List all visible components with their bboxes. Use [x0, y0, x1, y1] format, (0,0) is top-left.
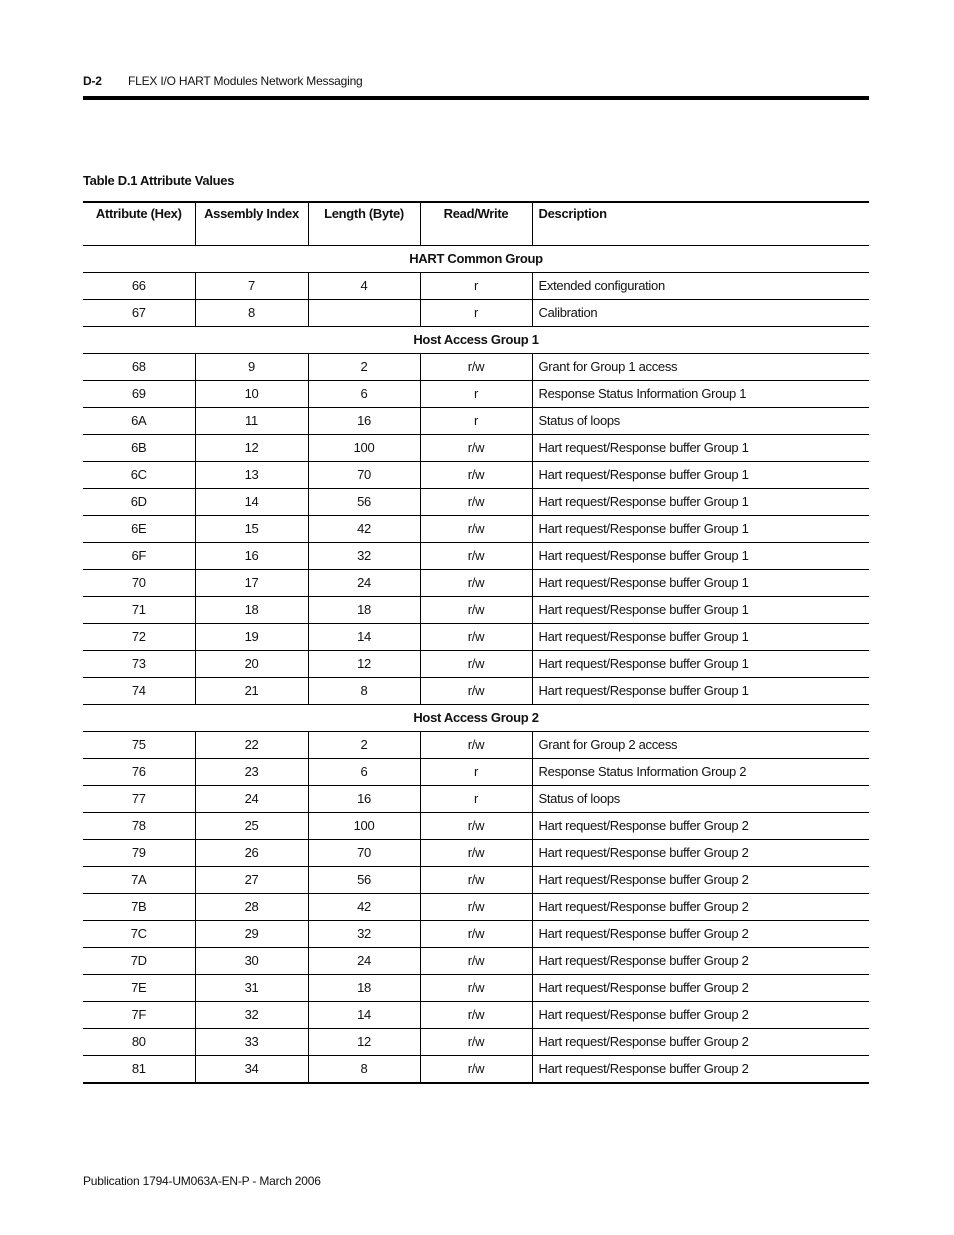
- cell-attribute: 6E: [83, 515, 195, 542]
- cell-assembly-index: 23: [195, 758, 308, 785]
- table-row: [83, 407, 869, 434]
- table-header-row: [83, 202, 869, 245]
- cell-assembly-index: 18: [195, 596, 308, 623]
- cell-attribute: 70: [83, 569, 195, 596]
- page-number: D-2: [83, 74, 102, 88]
- cell-read-write: r/w: [420, 353, 532, 380]
- table-row: [83, 866, 869, 893]
- table-row: [83, 1028, 869, 1055]
- cell-read-write: r/w: [420, 515, 532, 542]
- table-row: [83, 596, 869, 623]
- cell-length: 56: [308, 866, 420, 893]
- cell-attribute: 66: [83, 272, 195, 299]
- table-row: [83, 812, 869, 839]
- cell-description: Hart request/Response buffer Group 2: [532, 920, 869, 947]
- page-footer: Publication 1794-UM063A-EN-P - March 2006: [83, 1174, 321, 1188]
- table-row: [83, 623, 869, 650]
- cell-length: 24: [308, 569, 420, 596]
- table-row: [83, 758, 869, 785]
- cell-attribute: 76: [83, 758, 195, 785]
- cell-assembly-index: 20: [195, 650, 308, 677]
- cell-assembly-index: 11: [195, 407, 308, 434]
- group-name: HART Common Group: [83, 245, 869, 272]
- cell-description: Hart request/Response buffer Group 1: [532, 596, 869, 623]
- cell-attribute: 69: [83, 380, 195, 407]
- cell-assembly-index: 26: [195, 839, 308, 866]
- cell-assembly-index: 8: [195, 299, 308, 326]
- cell-length: 42: [308, 515, 420, 542]
- cell-description: Grant for Group 1 access: [532, 353, 869, 380]
- cell-length: 2: [308, 731, 420, 758]
- cell-assembly-index: 25: [195, 812, 308, 839]
- table-caption: Table D.1 Attribute Values: [83, 173, 235, 188]
- table-row: [83, 974, 869, 1001]
- cell-assembly-index: 28: [195, 893, 308, 920]
- cell-read-write: r/w: [420, 650, 532, 677]
- cell-assembly-index: 33: [195, 1028, 308, 1055]
- cell-description: Hart request/Response buffer Group 2: [532, 1028, 869, 1055]
- cell-assembly-index: 32: [195, 1001, 308, 1028]
- group-name: Host Access Group 2: [83, 704, 869, 731]
- cell-length: 8: [308, 677, 420, 704]
- cell-assembly-index: 24: [195, 785, 308, 812]
- table-row: [83, 920, 869, 947]
- cell-attribute: 74: [83, 677, 195, 704]
- cell-assembly-index: 31: [195, 974, 308, 1001]
- table-row: [83, 353, 869, 380]
- group-row: [83, 326, 869, 353]
- cell-length: 24: [308, 947, 420, 974]
- cell-attribute: 6A: [83, 407, 195, 434]
- cell-length: 6: [308, 380, 420, 407]
- cell-description: Hart request/Response buffer Group 1: [532, 488, 869, 515]
- cell-length: 70: [308, 461, 420, 488]
- cell-description: Hart request/Response buffer Group 2: [532, 839, 869, 866]
- cell-attribute: 71: [83, 596, 195, 623]
- column-header-length: Length (Byte): [308, 202, 420, 245]
- cell-length: 4: [308, 272, 420, 299]
- table-row: [83, 1001, 869, 1028]
- cell-attribute: 6F: [83, 542, 195, 569]
- cell-length: 6: [308, 758, 420, 785]
- table-row: [83, 731, 869, 758]
- cell-length: 14: [308, 623, 420, 650]
- cell-read-write: r: [420, 380, 532, 407]
- cell-length: 32: [308, 920, 420, 947]
- cell-description: Hart request/Response buffer Group 1: [532, 515, 869, 542]
- cell-read-write: r: [420, 407, 532, 434]
- cell-attribute: 75: [83, 731, 195, 758]
- cell-description: Hart request/Response buffer Group 1: [532, 623, 869, 650]
- cell-length: 42: [308, 893, 420, 920]
- cell-description: Calibration: [532, 299, 869, 326]
- table-row: [83, 839, 869, 866]
- cell-length: 100: [308, 434, 420, 461]
- cell-attribute: 7D: [83, 947, 195, 974]
- table-row: [83, 785, 869, 812]
- cell-description: Status of loops: [532, 407, 869, 434]
- column-header-description: Description: [532, 202, 869, 245]
- cell-read-write: r/w: [420, 1055, 532, 1083]
- table-body: [83, 245, 869, 1083]
- cell-description: Response Status Information Group 2: [532, 758, 869, 785]
- cell-description: Hart request/Response buffer Group 1: [532, 542, 869, 569]
- cell-length: 12: [308, 1028, 420, 1055]
- cell-assembly-index: 14: [195, 488, 308, 515]
- column-header-attribute: Attribute (Hex): [83, 202, 195, 245]
- cell-description: Hart request/Response buffer Group 2: [532, 893, 869, 920]
- cell-read-write: r/w: [420, 677, 532, 704]
- group-row: [83, 245, 869, 272]
- cell-description: Hart request/Response buffer Group 2: [532, 947, 869, 974]
- table-row: [83, 1055, 869, 1083]
- cell-read-write: r/w: [420, 731, 532, 758]
- cell-attribute: 77: [83, 785, 195, 812]
- cell-read-write: r/w: [420, 434, 532, 461]
- cell-description: Hart request/Response buffer Group 2: [532, 1055, 869, 1083]
- cell-attribute: 6C: [83, 461, 195, 488]
- table-row: [83, 272, 869, 299]
- table-row: [83, 515, 869, 542]
- cell-attribute: 78: [83, 812, 195, 839]
- cell-read-write: r/w: [420, 974, 532, 1001]
- column-header-read-write: Read/Write: [420, 202, 532, 245]
- cell-read-write: r: [420, 758, 532, 785]
- cell-read-write: r/w: [420, 569, 532, 596]
- cell-attribute: 7F: [83, 1001, 195, 1028]
- cell-read-write: r/w: [420, 596, 532, 623]
- cell-read-write: r/w: [420, 461, 532, 488]
- table-row: [83, 677, 869, 704]
- cell-assembly-index: 16: [195, 542, 308, 569]
- cell-read-write: r/w: [420, 1028, 532, 1055]
- cell-read-write: r/w: [420, 893, 532, 920]
- cell-attribute: 7C: [83, 920, 195, 947]
- column-header-assembly-index: Assembly Index: [195, 202, 308, 245]
- table-row: [83, 947, 869, 974]
- cell-attribute: 80: [83, 1028, 195, 1055]
- cell-description: Hart request/Response buffer Group 2: [532, 974, 869, 1001]
- cell-length: 32: [308, 542, 420, 569]
- cell-read-write: r/w: [420, 947, 532, 974]
- cell-assembly-index: 17: [195, 569, 308, 596]
- cell-assembly-index: 9: [195, 353, 308, 380]
- cell-description: Hart request/Response buffer Group 1: [532, 434, 869, 461]
- cell-length: 56: [308, 488, 420, 515]
- cell-attribute: 6B: [83, 434, 195, 461]
- cell-attribute: 67: [83, 299, 195, 326]
- cell-length: 100: [308, 812, 420, 839]
- cell-attribute: 68: [83, 353, 195, 380]
- cell-read-write: r/w: [420, 488, 532, 515]
- cell-assembly-index: 10: [195, 380, 308, 407]
- table-row: [83, 569, 869, 596]
- cell-description: Status of loops: [532, 785, 869, 812]
- cell-description: Hart request/Response buffer Group 1: [532, 461, 869, 488]
- cell-length: 16: [308, 785, 420, 812]
- cell-description: Response Status Information Group 1: [532, 380, 869, 407]
- group-name: Host Access Group 1: [83, 326, 869, 353]
- table-row: [83, 434, 869, 461]
- cell-attribute: 79: [83, 839, 195, 866]
- cell-read-write: r/w: [420, 812, 532, 839]
- cell-description: Hart request/Response buffer Group 2: [532, 866, 869, 893]
- cell-description: Hart request/Response buffer Group 2: [532, 1001, 869, 1028]
- cell-read-write: r/w: [420, 839, 532, 866]
- group-row: [83, 704, 869, 731]
- cell-description: Hart request/Response buffer Group 2: [532, 812, 869, 839]
- cell-description: Hart request/Response buffer Group 1: [532, 569, 869, 596]
- cell-attribute: 7A: [83, 866, 195, 893]
- cell-read-write: r: [420, 272, 532, 299]
- table-row: [83, 461, 869, 488]
- cell-attribute: 81: [83, 1055, 195, 1083]
- cell-read-write: r/w: [420, 542, 532, 569]
- cell-read-write: r/w: [420, 920, 532, 947]
- cell-assembly-index: 13: [195, 461, 308, 488]
- cell-read-write: r: [420, 299, 532, 326]
- cell-length: 8: [308, 1055, 420, 1083]
- cell-attribute: 73: [83, 650, 195, 677]
- cell-assembly-index: 22: [195, 731, 308, 758]
- cell-assembly-index: 34: [195, 1055, 308, 1083]
- cell-length: 70: [308, 839, 420, 866]
- table-row: [83, 380, 869, 407]
- cell-description: Hart request/Response buffer Group 1: [532, 650, 869, 677]
- cell-length: 18: [308, 974, 420, 1001]
- cell-assembly-index: 30: [195, 947, 308, 974]
- cell-description: Grant for Group 2 access: [532, 731, 869, 758]
- cell-assembly-index: 12: [195, 434, 308, 461]
- chapter-title: FLEX I/O HART Modules Network Messaging: [128, 74, 363, 88]
- header-rule: [83, 96, 869, 100]
- cell-length: [308, 299, 420, 326]
- cell-attribute: 7B: [83, 893, 195, 920]
- cell-assembly-index: 15: [195, 515, 308, 542]
- table-row: [83, 299, 869, 326]
- cell-description: Extended configuration: [532, 272, 869, 299]
- table-row: [83, 542, 869, 569]
- cell-attribute: 72: [83, 623, 195, 650]
- cell-length: 18: [308, 596, 420, 623]
- cell-description: Hart request/Response buffer Group 1: [532, 677, 869, 704]
- cell-length: 14: [308, 1001, 420, 1028]
- cell-assembly-index: 7: [195, 272, 308, 299]
- cell-assembly-index: 21: [195, 677, 308, 704]
- page-header: [83, 72, 869, 92]
- table-row: [83, 488, 869, 515]
- attribute-values-table: [83, 201, 869, 1084]
- cell-length: 12: [308, 650, 420, 677]
- cell-read-write: r: [420, 785, 532, 812]
- cell-read-write: r/w: [420, 1001, 532, 1028]
- table-row: [83, 650, 869, 677]
- cell-assembly-index: 27: [195, 866, 308, 893]
- cell-length: 2: [308, 353, 420, 380]
- table-row: [83, 893, 869, 920]
- cell-read-write: r/w: [420, 623, 532, 650]
- cell-assembly-index: 19: [195, 623, 308, 650]
- cell-attribute: 6D: [83, 488, 195, 515]
- cell-attribute: 7E: [83, 974, 195, 1001]
- cell-read-write: r/w: [420, 866, 532, 893]
- cell-length: 16: [308, 407, 420, 434]
- cell-assembly-index: 29: [195, 920, 308, 947]
